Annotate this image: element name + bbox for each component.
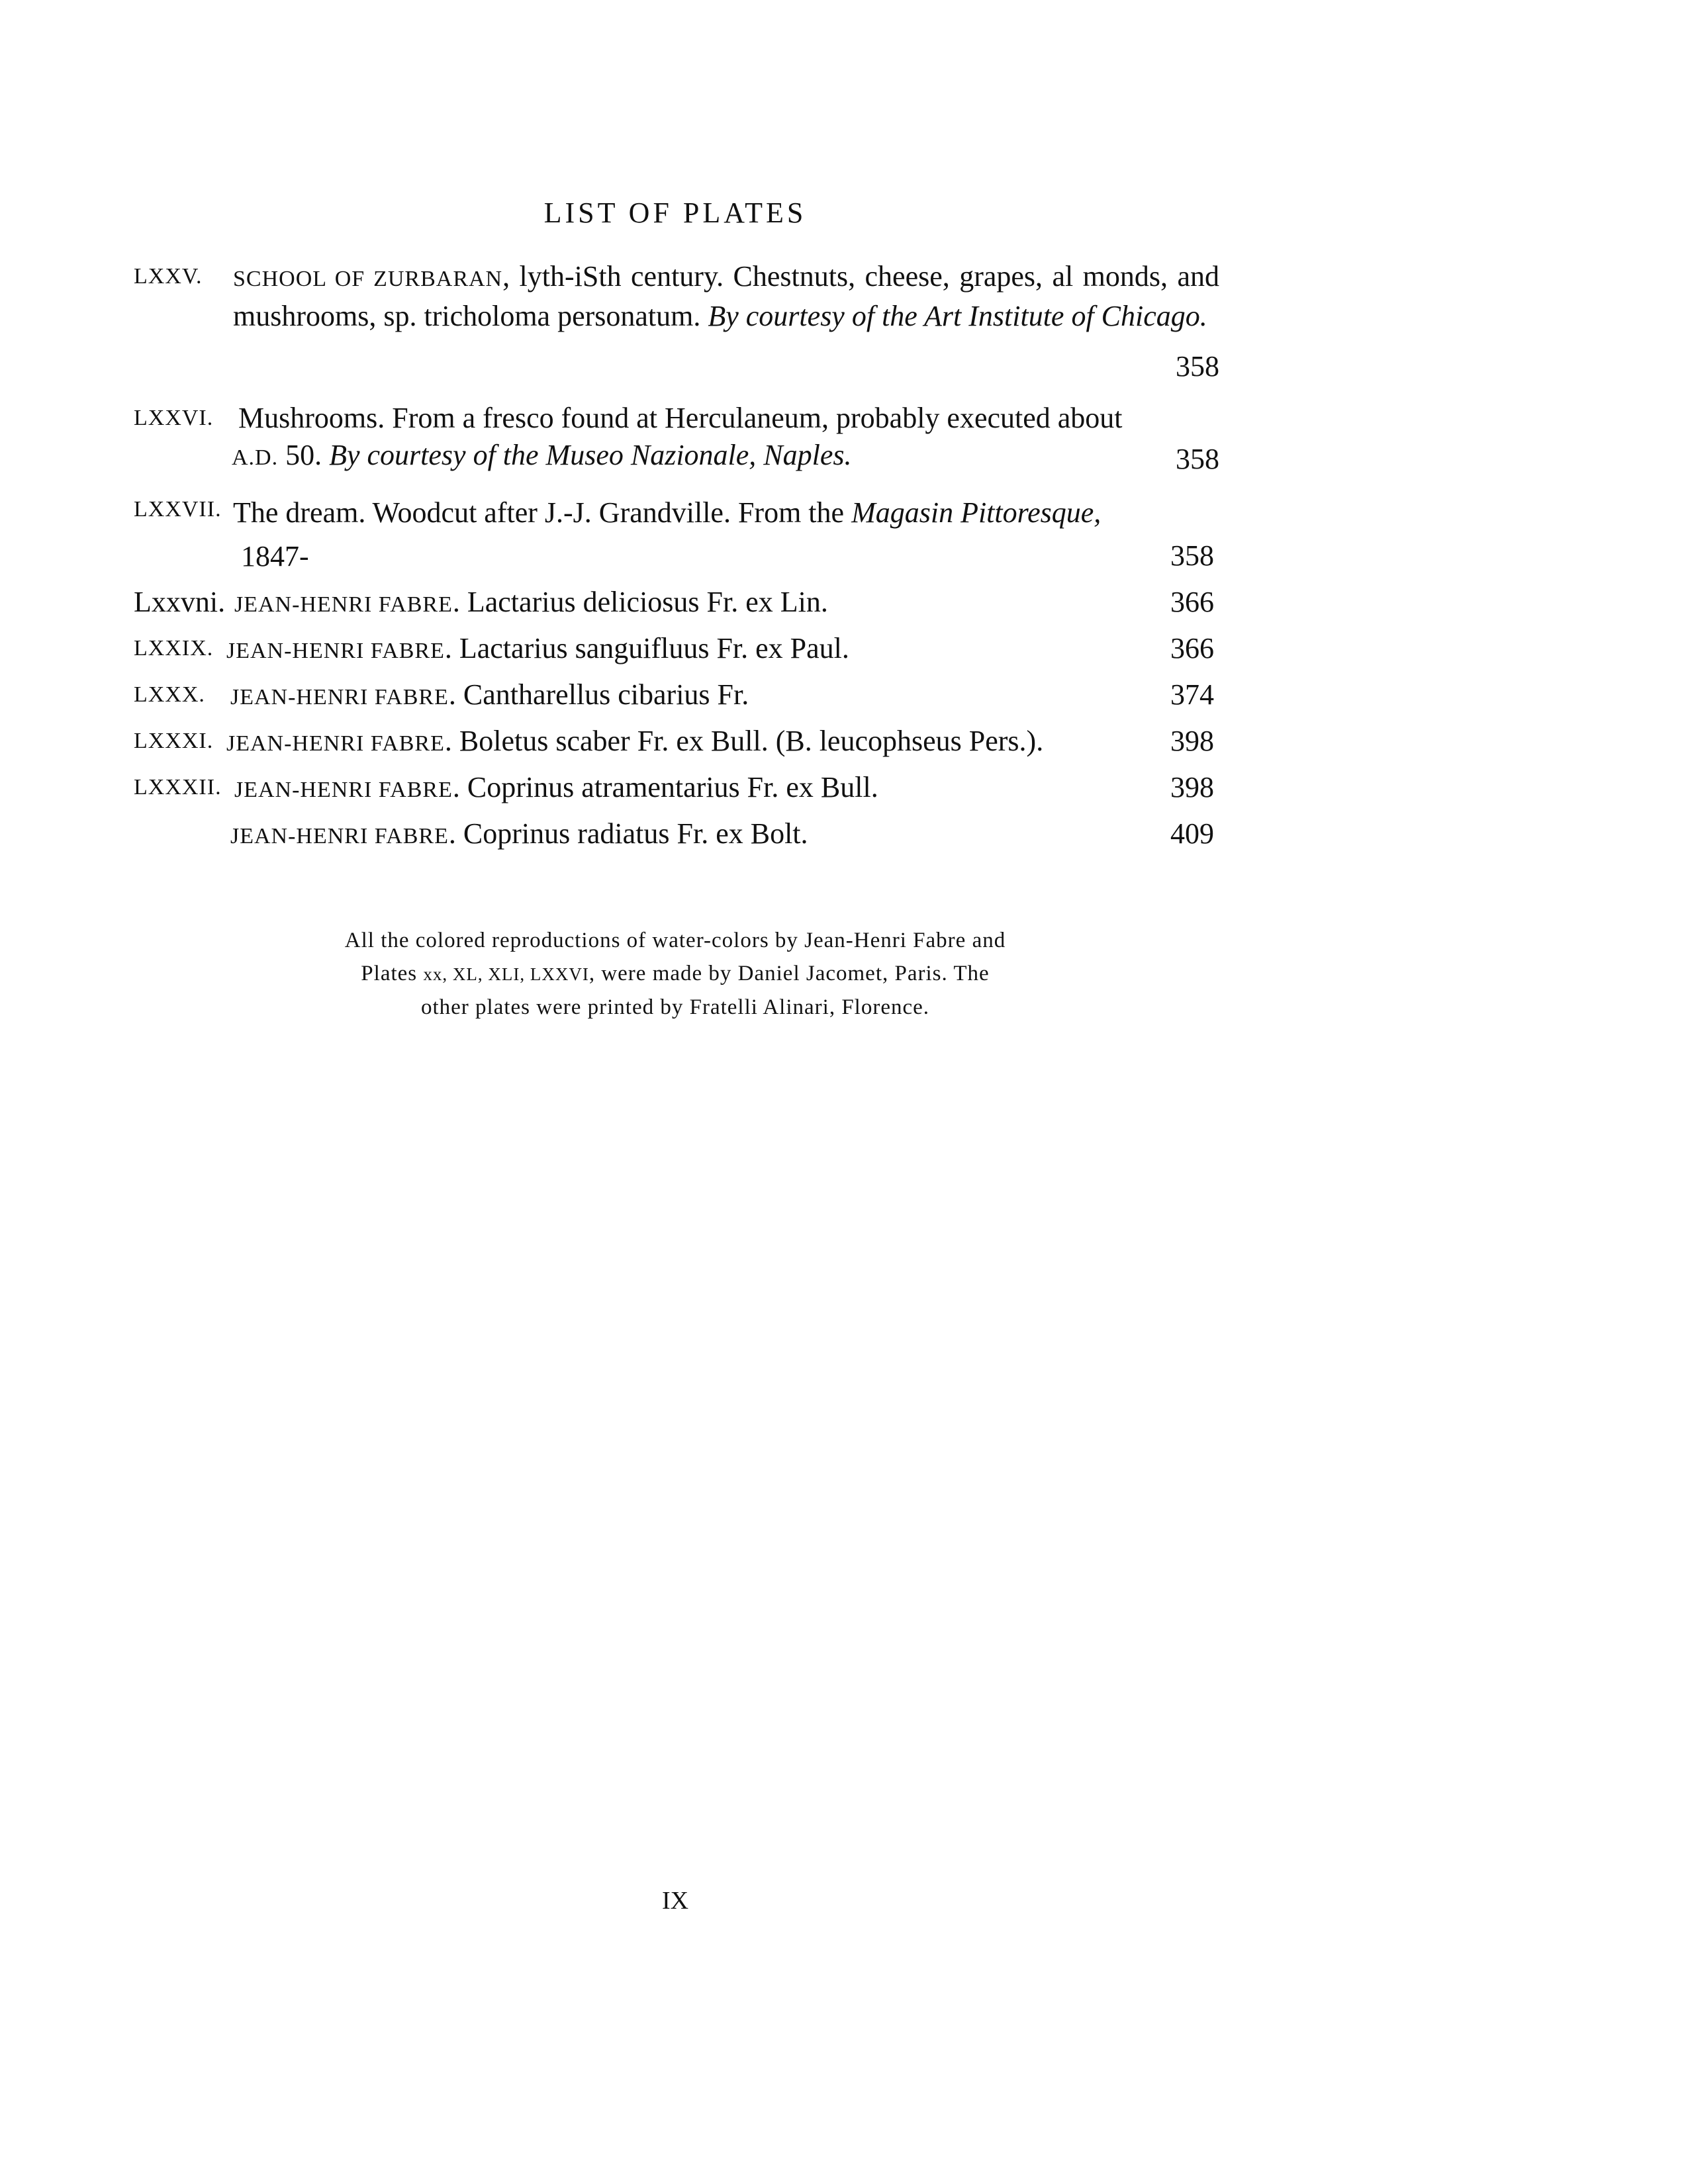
plate-page: 374 xyxy=(1170,678,1214,711)
plate-description xyxy=(134,491,1219,578)
plate-era: A.D. xyxy=(232,445,279,470)
plate-number: LXXVI. xyxy=(134,406,214,430)
plate-number: LXXIX. xyxy=(134,636,214,660)
plate-entry-unnumbered xyxy=(134,815,1219,852)
plate-page: 358 xyxy=(1170,539,1214,572)
plate-page: 398 xyxy=(1170,771,1214,803)
plate-artist: JEAN-HENRI FABRE xyxy=(226,731,445,756)
page-number: IX xyxy=(661,1887,689,1915)
plate-artist: JEAN-HENRI FABRE xyxy=(234,778,453,802)
plate-artist: JEAN-HENRI FABRE xyxy=(230,685,449,709)
plate-artist: SCHOOL OF ZURBARAN xyxy=(233,267,503,291)
plate-page: 358 xyxy=(1176,350,1219,383)
printing-note xyxy=(0,924,1350,1024)
plate-entry-lxxix xyxy=(134,630,1219,667)
plate-number: LXXV. xyxy=(134,264,203,289)
plate-text: . Coprinus atramentarius Fr. ex Bull. xyxy=(452,771,878,803)
plate-description xyxy=(134,258,1219,335)
plate-text: . Coprinus radiatus Fr. ex Bolt. xyxy=(448,817,808,850)
plate-text: . Lactarius deliciosus Fr. ex Lin. xyxy=(452,586,828,618)
plate-text: Mushrooms. From a fresco found at Herculaneum, probably executed about xyxy=(238,402,1123,434)
plate-entry-lxxx xyxy=(134,676,1219,713)
plate-number: Lxxvni. xyxy=(134,586,226,618)
plate-entry-lxxvii xyxy=(134,491,1219,574)
plate-number: LXXVII. xyxy=(134,497,222,522)
plate-entry-lxxvi xyxy=(134,400,1219,482)
plate-text-2: 50. xyxy=(278,439,330,471)
plate-entry-lxxviii xyxy=(134,584,1219,621)
plate-description xyxy=(134,400,1219,477)
plate-page: 358 xyxy=(1176,443,1219,475)
plate-page: 366 xyxy=(1170,632,1214,664)
plate-entry-lxxxii xyxy=(134,769,1219,806)
plate-text: . Boletus scaber Fr. ex Bull. (B. leucophseus Pers.). xyxy=(444,725,1044,757)
plate-year: 1847- xyxy=(241,540,309,572)
plate-page: 409 xyxy=(1170,817,1214,850)
plate-text: , lyth-iSth century. Chestnuts, cheese, grapes, al monds, and mushrooms, sp. tricholoma personatum. xyxy=(233,260,1219,332)
plate-text: The dream. Woodcut after J.-J. Grandville. From the xyxy=(233,496,852,529)
plate-number: LXXX. xyxy=(134,682,205,707)
plate-text: . Lactarius sanguifluus Fr. ex Paul. xyxy=(444,632,849,664)
plate-artist: JEAN-HENRI FABRE xyxy=(234,592,453,617)
page-title: LIST OF PLATES xyxy=(543,197,807,229)
plate-artist: JEAN-HENRI FABRE xyxy=(226,639,445,663)
plate-number: LXXXI. xyxy=(134,729,214,753)
plate-text: . Cantharellus cibarius Fr. xyxy=(448,678,749,711)
plate-credit: Magasin Pittoresque, xyxy=(851,496,1102,529)
note-line-1: All the colored reproductions of water-colors by Jean-Henri Fabre and xyxy=(344,929,1006,952)
note-line-2: Plates xx, XL, XLI, LXXVI, were made by Daniel Jacomet, Paris. The xyxy=(361,962,990,985)
plate-page: 398 xyxy=(1170,725,1214,757)
plate-entry-lxxv xyxy=(134,258,1219,390)
plate-entry-lxxxi xyxy=(134,723,1219,760)
plates-list xyxy=(134,258,1219,862)
plate-number: LXXXII. xyxy=(134,775,222,799)
plate-credit: By courtesy of the Art Institute of Chicago. xyxy=(708,300,1207,332)
plate-credit: By courtesy of the Museo Nazionale, Naples. xyxy=(329,439,852,471)
plate-artist: JEAN-HENRI FABRE xyxy=(230,824,449,848)
plate-page: 366 xyxy=(1170,586,1214,618)
note-line-3: other plates were printed by Fratelli Alinari, Florence. xyxy=(420,995,930,1019)
